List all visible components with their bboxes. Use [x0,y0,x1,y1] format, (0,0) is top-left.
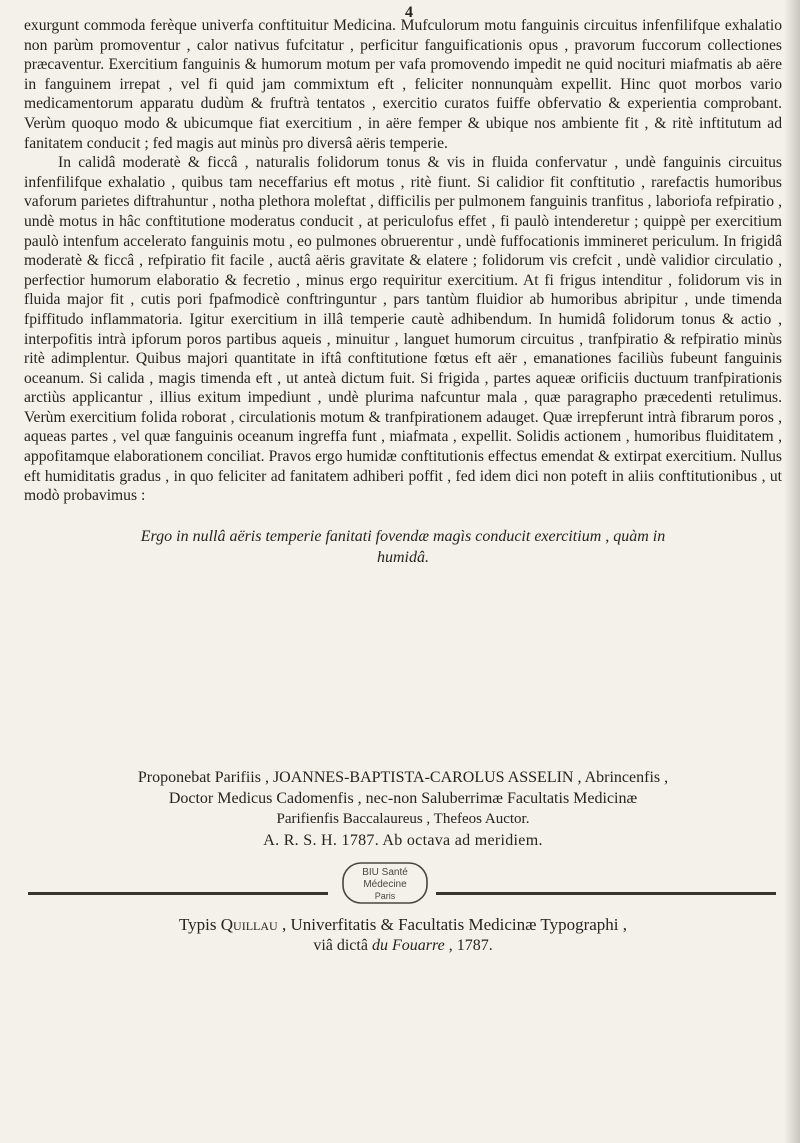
imprint-block [24,767,782,851]
imprint-bachelor: Parifienfis Baccalaureus , Thefeos Auctor. [276,811,530,827]
stamp-line-3: Paris [374,891,396,901]
printer-prefix: Typis [178,915,221,934]
printer-line-2 [24,935,782,956]
ornamental-rule-right [436,892,776,895]
printer-title: , Univerfitatis & Facultatis Medicinæ Typographi , [277,915,628,934]
conclusion-line-1: Ergo in nullâ aëris temperie fanitati fovendæ magìs conducit exercitium , quàm in [140,527,666,545]
printer-block [24,914,782,956]
stamp-line-2: Médecine [363,879,407,890]
printer-street: du Fouarre [371,937,445,954]
conclusion-line-2: humidâ. [377,548,429,566]
stamp-line-1: BIU Santé [362,867,408,878]
ornamental-rule-left [28,892,328,895]
imprint-date: A. R. S. H. 1787. Ab octava ad meridiem. [263,832,543,849]
conclusion-thesis [24,526,782,568]
printer-year: , 1787. [444,937,493,954]
paragraph-2: In calidâ moderatè & ficcâ , naturalis folidorum tonus & vis in fluida confervatur , undè fanguinis circuitus infenfilifque exhalatio , quibus tam neceffarius eft motus , ritè fiunt. Si calidior fit conftitutio , rarefactis humoribus vaforum parietes diftrahuntur , notha plethora moleftat , difficilis per pulmonem fanguinis tranfitus , laboriofa refpiratio , undè motus in hâc conftitutione moderatus conducit , at periculofus effet , fi paulò intenderetur ; quippè per exercitium paulò intenfum accelerato fanguinis motu , eo pulmones obruerentur , undè fuffocationis immineret periculum. In frigidâ moderatè & ficcâ , refpiratio fit facile , auctâ aëris gravitate & elatere ; folidorum vis crefcit , undè validior circulatio , perfectior humorum elaboratio & fecretio , minus ergo requiritur exercitium. At fi frigus intenditur , folidorum vis in fluida major fit , cutis pori fpafmodicè conftringuntur , pars tantùm fluidior ab humoribus abripitur , unde timenda fpiffitudo inflammatoria. Igitur exercitium in illâ temperie cautè adhibendum. In humidâ folidorum tonus & actio , interpofitis intrà ipforum poros partibus aqueis , minuitur , languet humorum circuitus , tranfpiratio & refpiratio minùs ritè adimplentur. Quibus majori quantitate in iftâ conftitutione fœtus eft aër , emanationes faciliùs fubeunt fanguinis oceanum. Si calida , magis timenda eft , ut anteà dictum fuit. Si frigida , partes aqueæ orificiis ductuum tranfpirationis arctiùs applicantur , illius exitum impediunt , undè plurima nafcuntur mala , quæ paragrapho præcedenti retulimus. Verùm exercitium folida roborat , circulationis motum & tranfpirationem adauget. Quæ irrepferunt intrà fibrarum poros , aqueas partes , vel quæ fanguinis oceanum ingreffa funt , miafmata , expellit. Solidis actionem , humoribus fluiditatem , appofitamque elaborationem conciliat. Pravos ergo humidæ conftitutionis effectus emendat & extirpat exercitium. Nullus eft humiditatis gradus , in quo feliciter ad fanitatem adhiberi poffit , fed idem dici non poteft in aliis conftitutionibus , ut modò probavimus : [24,154,782,505]
imprint-doctor: Doctor Medicus Cadomenfis , nec-non Saluberrimæ Facultatis Medicinæ [168,790,638,807]
printer-name: Quillau [220,915,278,934]
body-text [24,16,782,568]
printer-street-prefix: viâ dictâ [313,937,372,954]
imprint-proponent: Proponebat Parifiis , JOANNES-BAPTISTA-CAROLUS ASSELIN , Abrincenfis , [137,769,669,786]
printer-line-1 [24,914,782,935]
paragraph-1: exurgunt commoda ferèque univerfa conftituitur Medicina. Mufculorum motu fanguinis circuitus infenfilifque exhalatio non parùm promoventur , calor nativus fufcitatur , perficitur fanguificationis opus , pravorum fuccorum collectiones præcaventur. Exercitium fanguinis & humorum motum per vafa promovendo impedit ne quid nocituri miafmatis ab aëre in fanguinem irrepat , vel fi quid jam commixtum eft , feliciter nonnunquàm expellit. Hinc quot morbos vario medicamentorum apparatu dudùm & fruftrà tentatos , exercitio curatos fuiffe obfervatio & experientia comprobant. Verùm quoquo modo & ubicumque fiat exercitium , in aëre femper & ubique nos ambiente fit , & ritè inftitutum ad fanitatem conducit ; fed magis aut minùs pro diversâ aëris temperie. [24,17,782,152]
page-number: 4 [405,4,413,21]
library-stamp-icon [340,860,430,906]
page-edge-shadow [784,0,800,1143]
